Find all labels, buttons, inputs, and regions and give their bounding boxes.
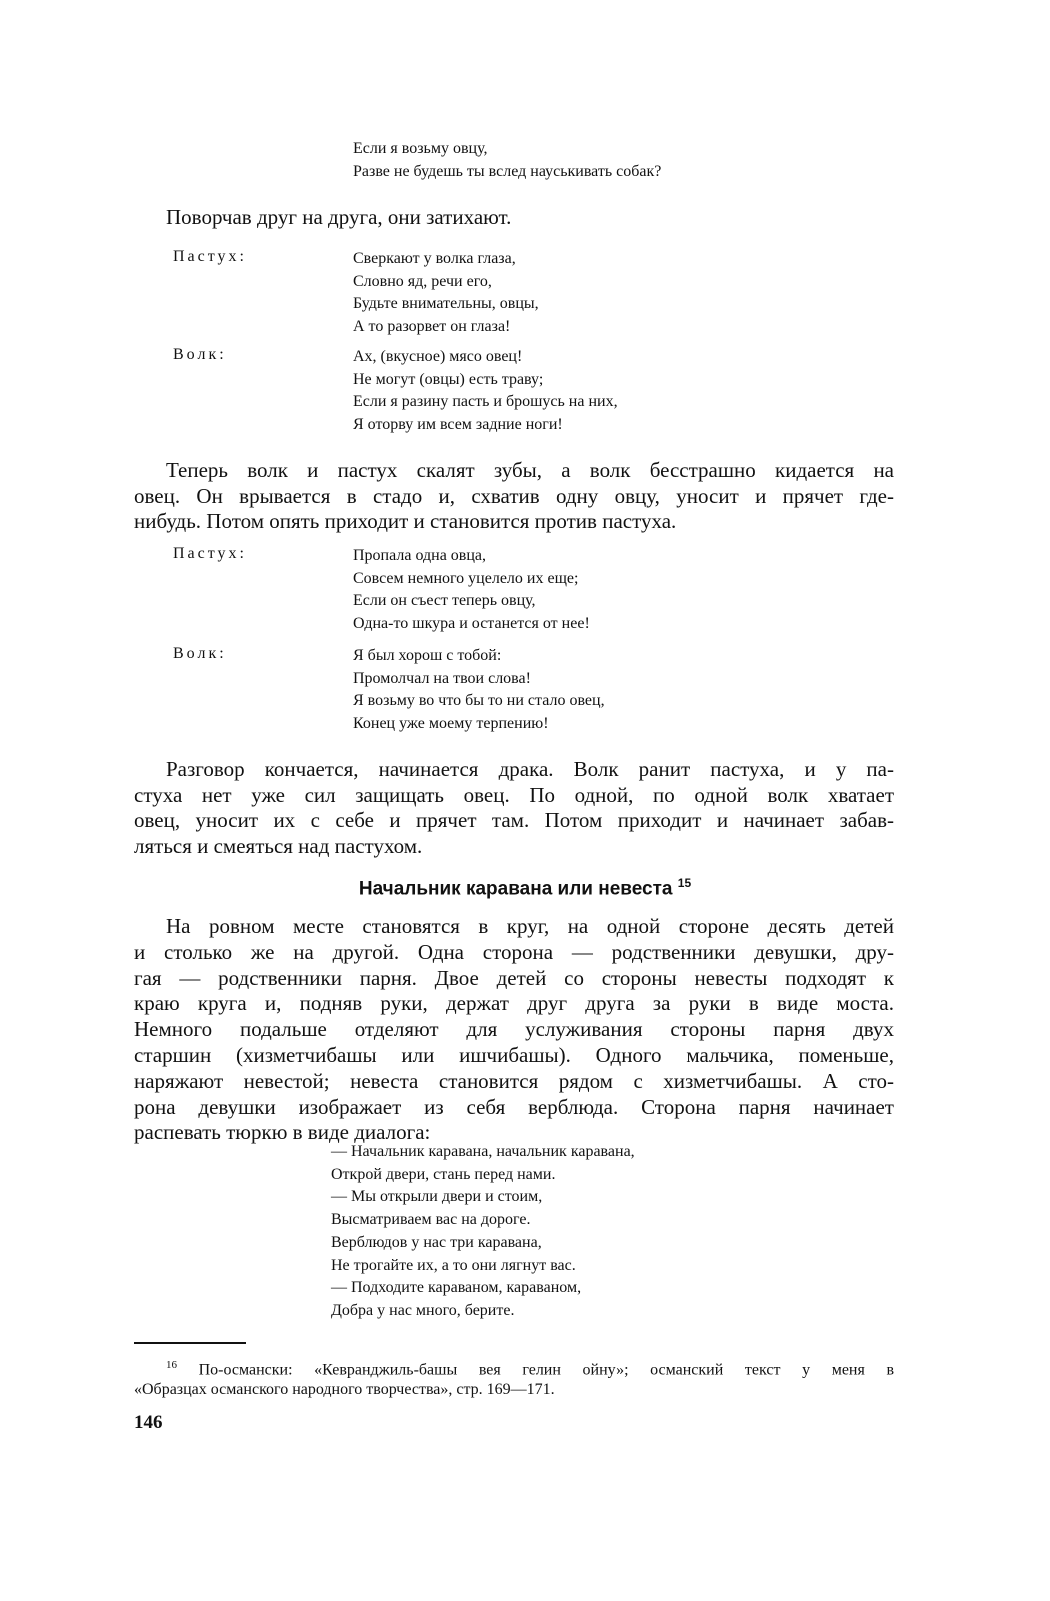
verse-line: Высматриваем вас на дороге.: [331, 1211, 531, 1229]
paragraph: [134, 914, 894, 1146]
paragraph-line: ляться и смеяться над пастухом.: [134, 833, 423, 858]
wolf-verse: [353, 645, 605, 736]
verse-line: Промолчал на твои слова!: [353, 669, 531, 687]
section-title: Начальник каравана или невеста: [358, 878, 673, 900]
verse-line: — Начальник каравана, начальник каравана,: [331, 1143, 635, 1160]
section-heading: [0, 876, 1050, 900]
verse-line: — Подходите караваном, караваном,: [331, 1279, 582, 1297]
verse-line: Я был хорош с тобой:: [353, 647, 502, 664]
verse-line: Я оторву им всем задние ноги!: [353, 416, 563, 434]
paragraph-line: Немного подальше отделяют для услуживания стороны парня двух: [134, 1017, 894, 1042]
verse-line: Если я разину пасть и брошусь на них,: [353, 393, 618, 411]
footnote-line: «Образцах османского народного творчества», стр. 169—171.: [134, 1381, 555, 1399]
paragraph-line: нибудь. Потом опять приходит и становится против пастуха.: [134, 509, 677, 533]
verse-line: Если он съест теперь овцу,: [353, 592, 536, 610]
paragraph-line: Теперь волк и пастух скалят зубы, а волк бесстрашно кидается на: [166, 458, 894, 482]
footnote: [134, 1355, 894, 1400]
paragraph-line: гая — родственники парня. Двое детей со стороны невесты подходят к: [134, 965, 894, 990]
verse-line: Пропала одна овца,: [353, 547, 487, 564]
speaker-shepherd: Пастух:: [173, 248, 247, 265]
verse-line: Одна-то шкура и останется от нее!: [353, 615, 590, 633]
verse-line: — Мы открыли двери и стоим,: [331, 1188, 543, 1206]
footnote-mark: 16: [166, 1359, 177, 1371]
verse-line: Открой двери, стань перед нами.: [331, 1165, 556, 1183]
caravan-verse: [331, 1141, 635, 1323]
paragraph-line: овец. Он врывается в стадо и, схватив одну овцу, уносит и прячет где-: [134, 483, 894, 508]
page-number: 146: [134, 1412, 163, 1433]
paragraph-line: стуха нет уже сил защищать овец. По одной, по одной волк хватает: [134, 782, 894, 807]
paragraph-line: Поворчав друг на друга, они затихают.: [166, 205, 512, 229]
paragraph-line: рона девушки изображает из себя верблюда. Сторона парня начинает: [134, 1094, 894, 1119]
paragraph-line: и столько же на другой. Одна сторона — родственники девушки, дру-: [134, 939, 894, 964]
paragraph: [134, 458, 894, 535]
footnote-text: По-османски: «Кевранджиль-башы вея гелин ойну»; османский текст у меня в: [198, 1361, 894, 1379]
verse-line: Совсем немного уцелело их еще;: [353, 569, 579, 587]
verse-line: Ах, (вкусное) мясо овец!: [353, 348, 523, 365]
shepherd-verse: [353, 248, 539, 339]
footnote-divider: [134, 1342, 246, 1344]
paragraph-line: На ровном месте становятся в круг, на одной стороне десять детей: [166, 914, 894, 938]
verse-line: Не могут (овцы) есть траву;: [353, 370, 544, 388]
verse-top: [353, 138, 661, 183]
verse-line: Верблюдов у нас три каравана,: [331, 1233, 542, 1251]
speaker-wolf: Волк:: [173, 645, 227, 662]
verse-line: Сверкают у волка глаза,: [353, 250, 516, 267]
paragraph: [134, 205, 894, 231]
verse-line: Будьте внимательны, овцы,: [353, 295, 539, 313]
shepherd-verse: [353, 545, 590, 636]
footnote-line: [134, 1355, 894, 1380]
paragraph: [134, 757, 894, 859]
verse-line: Конец уже моему терпению!: [353, 715, 549, 733]
speaker-shepherd: Пастух:: [173, 545, 247, 562]
footnote-reference: 15: [677, 876, 692, 890]
speaker-wolf: Волк:: [173, 346, 227, 363]
paragraph-line: Разговор кончается, начинается драка. Волк ранит пастуха, и у па-: [166, 757, 894, 781]
verse-line: Словно яд, речи его,: [353, 272, 492, 290]
verse-line: Не трогайте их, а то они лягнут вас.: [331, 1256, 576, 1274]
verse-line: Если я возьму овцу,: [353, 140, 488, 157]
verse-line: Добра у нас много, берите.: [331, 1301, 515, 1319]
paragraph-line: старшин (хизметчибашы или ишчибашы). Одного мальчика, поменьше,: [134, 1042, 894, 1067]
paragraph-line: наряжают невестой; невеста становится рядом с хизметчибашы. А сто-: [134, 1068, 894, 1093]
verse-line: Я возьму во что бы то ни стало овец,: [353, 692, 605, 710]
paragraph-line: распевать тюркю в виде диалога:: [134, 1120, 431, 1145]
verse-line: А то разорвет он глаза!: [353, 318, 511, 336]
verse-line: Разве не будешь ты вслед науськивать собак?: [353, 162, 662, 180]
paragraph-line: овец, уносит их с себе и прячет там. Потом приходит и начинает забав-: [134, 808, 894, 832]
paragraph-line: краю круга и, подняв руки, держат друг друга за руки в виде моста.: [134, 991, 894, 1016]
wolf-verse: [353, 346, 618, 437]
